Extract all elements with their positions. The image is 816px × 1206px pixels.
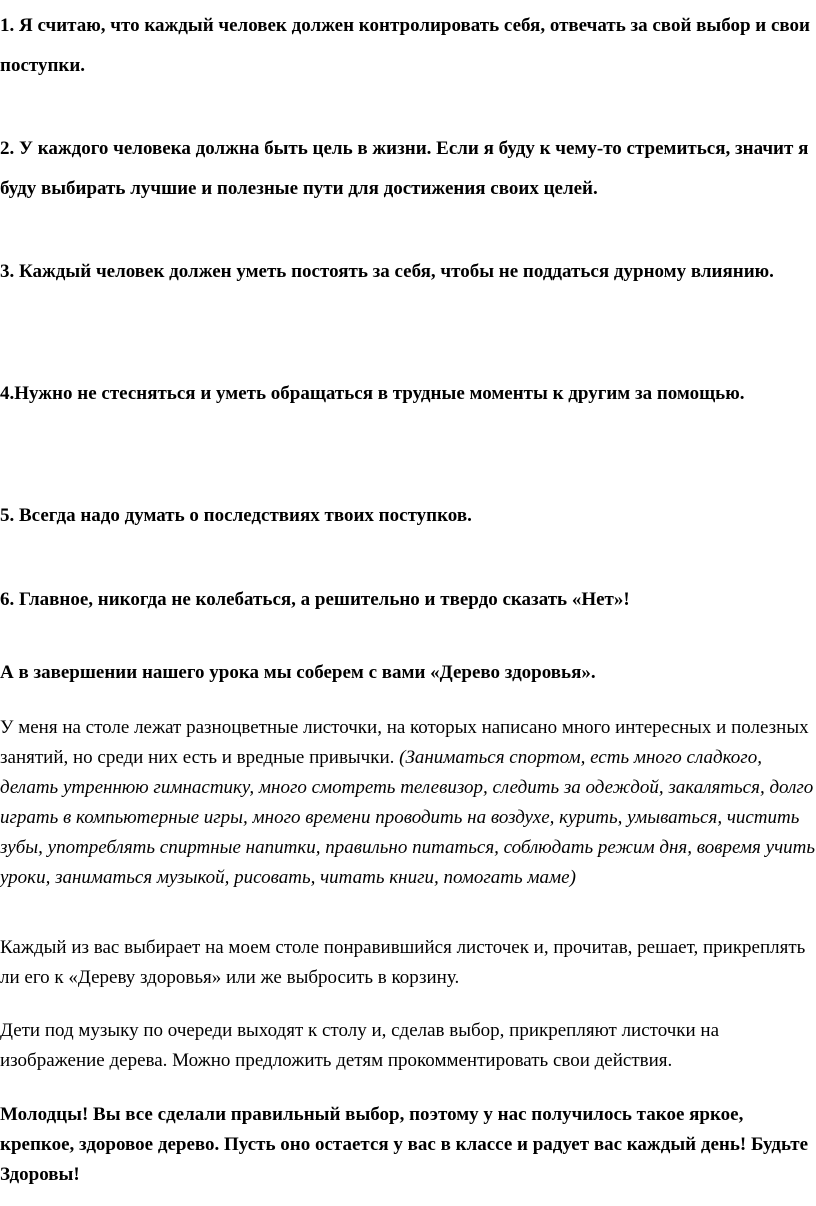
point-5: 5. Всегда надо думать о последствиях твоих поступков. <box>0 505 472 526</box>
point-2: 2. У каждого человека должна быть цель в жизни. Если я буду к чему-то стремиться, значит я буду выбирать лучшие и полезные пути для достижения своих целей. <box>0 138 809 199</box>
music-paragraph: Дети под музыку по очереди выходят к столу и, сделав выбор, прикрепляют листочки на изображение дерева. Можно предложить детям прокомментировать свои действия. <box>0 1020 720 1071</box>
activity-description <box>0 713 816 893</box>
closing-heading: А в завершении нашего урока мы соберем с вами «Дерево здоровья». <box>0 662 596 683</box>
final-paragraph: Молодцы! Вы все сделали правильный выбор, поэтому у нас получилось такое яркое, крепкое, здоровое дерево. Пусть оно остается у вас в классе и радует вас каждый день! Будьте Здоровы! <box>0 1104 809 1185</box>
activity-list: (Заниматься спортом, есть много сладкого, делать утреннюю гимнастику, много смотреть телевизор, следить за одеждой, закаляться, долго играть в компьютерные игры, много времени проводить на воздухе, курить, умываться, чистить зубы, употреблять спиртные напитки, правильно питаться, соблюдать режим дня, вовремя учить уроки, заниматься музыкой, рисовать, читать книги, помогать маме) <box>0 747 816 888</box>
choice-paragraph: Каждый из вас выбирает на моем столе понравившийся листочек и, прочитав, решает, прикреплять ли его к «Дереву здоровья» или же выбросить в корзину. <box>0 937 806 988</box>
point-3: 3. Каждый человек должен уметь постоять за себя, чтобы не поддаться дурному влиянию. <box>0 261 774 282</box>
point-6: 6. Главное, никогда не колебаться, а решительно и твердо сказать «Нет»! <box>0 589 630 610</box>
point-4: 4.Нужно не стесняться и уметь обращаться в трудные моменты к другим за помощью. <box>0 383 745 404</box>
activity-intro-text: У меня на столе лежат разноцветные листочки, на которых написано много интересных и полезных занятий, но среди них есть и вредные привычки. <box>0 717 809 768</box>
point-1: 1. Я считаю, что каждый человек должен контролировать себя, отвечать за свой выбор и свои поступки. <box>0 15 811 76</box>
